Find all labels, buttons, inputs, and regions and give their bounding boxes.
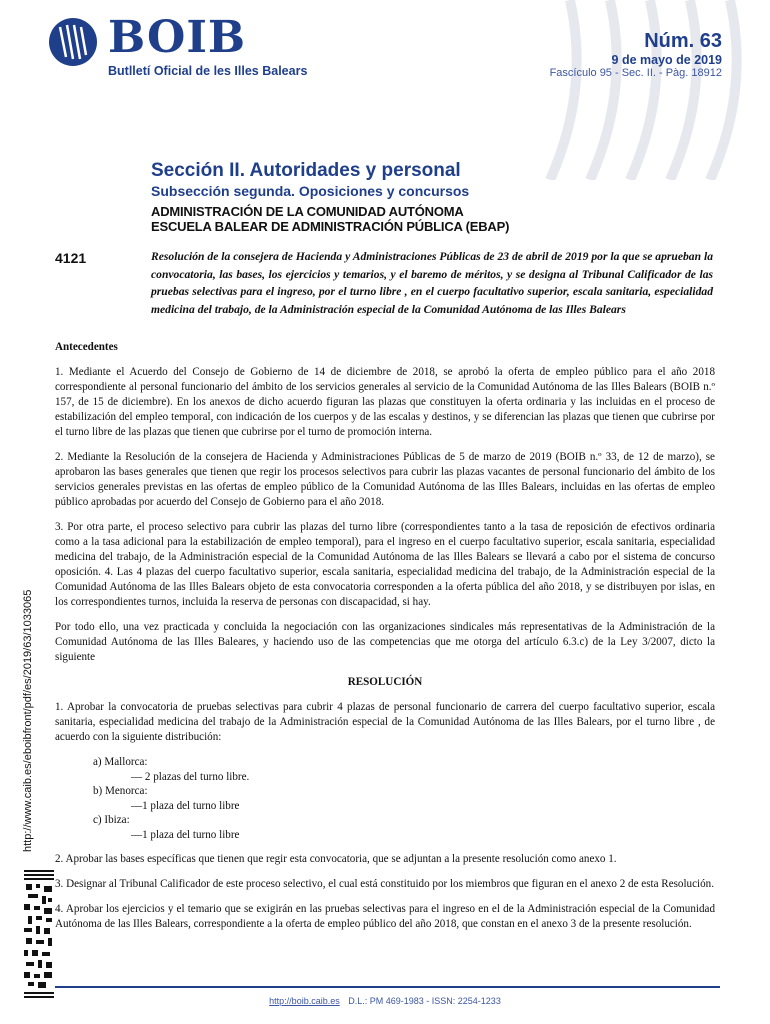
distribution-menorca-value: —1 plaza del turno libre	[131, 799, 240, 812]
boib-emblem-icon	[48, 17, 98, 67]
organization-line-1: ADMINISTRACIÓN DE LA COMUNIDAD AUTÓNOMA	[151, 204, 464, 219]
subsection-title: Subsección segunda. Oposiciones y concursos	[151, 183, 470, 199]
resolution-item-3: 3. Designar al Tribunal Calificador de este proceso selectivo, el cual está constituido por los miembros que figuran en el anexo 2 de esta Resolución.	[55, 878, 714, 890]
fascicle-info: Fascículo 95 - Sec. II. - Pàg. 18912	[549, 67, 722, 79]
section-title: Sección II. Autoridades y personal	[151, 160, 461, 181]
footer	[0, 996, 770, 1006]
document-body	[55, 340, 715, 942]
side-document-url[interactable]: http://www.caib.es/eboibfront/pdf/es/2019/63/1033065	[22, 589, 34, 852]
distribution-list	[93, 755, 715, 842]
antecedentes-heading: Antecedentes	[55, 341, 118, 353]
distribution-menorca: b) Menorca:	[93, 785, 148, 797]
issue-date: 9 de mayo de 2019	[611, 53, 722, 67]
issue-number: Núm. 63	[644, 30, 722, 52]
document-title: Resolución de la consejera de Hacienda y Administraciones Públicas de 23 de abril de 2019 por la que se aprueban la convocatoria, las bases, los ejercicios y temarios, y el baremo de méritos, y se designa al Tribunal Calificador de las pruebas selectivas para el ingreso, por el turno libre , en el cuerpo facultativo superior, escala sanitaria, especialidad medicina del trabajo, de la Administración especial de la Comunidad Autónoma de las Illes Balears	[151, 250, 713, 316]
resolution-item-2: 2. Aprobar las bases específicas que tienen que regir esta convocatoria, que se adjuntan a la presente resolución como anexo 1.	[55, 853, 617, 865]
document-number: 4121	[55, 250, 87, 266]
brand-subtitle: Butlletí Oficial de les Illes Balears	[108, 64, 308, 78]
footer-legal: D.L.: PM 469-1983 - ISSN: 2254-1233	[348, 996, 501, 1006]
paragraph-1: 1. Mediante el Acuerdo del Consejo de Gobierno de 14 de diciembre de 2018, se aprobó la oferta de empleo público para el año 2018 correspondiente al personal funcionario del ámbito de los servicios generales al servicio de la Comunidad Autónoma de las Illes Balears (BOIB n.º 157, de 15 de diciembre). En los anexos de dicho acuerdo figuran las plazas que constituyen la oferta ordinaria y las incluidas en el proceso de estabilización del empleo temporal, con indicación de los cuerpos y de las escalas y destinos, y se diferencian las plazas que tienen que cubrirse por el turno libre de las plazas que tienen que cubrirse por el turno de promoción interna.	[55, 366, 715, 438]
distribution-ibiza-value: —1 plaza del turno libre	[131, 828, 240, 841]
qr-code-icon	[24, 870, 54, 1000]
footer-link[interactable]: http://boib.caib.es	[269, 996, 340, 1006]
distribution-mallorca: a) Mallorca:	[93, 756, 148, 768]
resolution-item-1: 1. Aprobar la convocatoria de pruebas selectivas para cubrir 4 plazas de personal funcionario de carrera del cuerpo facultativo superior, escala sanitaria, especialidad medicina del trabajo de la Administración especial de la Comunidad Autónoma de las Illes Balears, por el turno libre , de acuerdo con la siguiente distribución:	[55, 701, 715, 743]
watermark-emblem	[530, 0, 770, 180]
footer-divider	[55, 986, 720, 988]
distribution-mallorca-value: — 2 plazas del turno libre.	[131, 770, 250, 783]
organization-line-2: ESCUELA BALEAR DE ADMINISTRACIÓN PÚBLICA (EBAP)	[151, 219, 510, 234]
resolution-item-4: 4. Aprobar los ejercicios y el temario que se exigirán en las pruebas selectivas para el ingreso en el de la Administración especial de la Comunidad Autónoma de las Illes Balears, correspondiente a la oferta de empleo público del año 2018, que constan en el anexo 3 de la presente resolución.	[55, 903, 715, 930]
distribution-ibiza: c) Ibiza:	[93, 814, 130, 826]
paragraph-3: 3. Por otra parte, el proceso selectivo para cubrir las plazas del turno libre (correspondientes tanto a la tasa de reposición de efectivos ordinaria como a la tasa adicional para la estabilización de empleo temporal), para el ingreso en el cuerpo facultativo superior, escala sanitaria, especialidad medicina del trabajo, de la Administración especial de la Comunidad Autónoma de las Illes Balears se llevará a cabo por el sistema de concurso oposición. 4. Las 4 plazas del cuerpo facultativo superior, escala sanitaria, especialidad medicina del trabajo, de la Administración especial de la Comunidad Autónoma de las Illes Balears objeto de esta convocatoria corresponden a la oferta pública del año 2018, y se distribuyen por islas, en los correspondientes turnos, incluida la reserva de personas con discapacidad, si hay.	[55, 521, 715, 608]
brand-title: BOIB	[108, 12, 247, 63]
paragraph-4: Por todo ello, una vez practicada y concluida la negociación con las organizaciones sindicales más representativas de la Administración de la Comunidad Autónoma de las Illes Baleares, y haciendo uso de las competencias que me otorga del artículo 6.3.c) de la Ley 3/2007, dicto la siguiente	[55, 621, 715, 663]
paragraph-2: 2. Mediante la Resolución de la consejera de Hacienda y Administraciones Públicas de 5 de marzo de 2019 (BOIB n.º 33, de 12 de marzo), se aprobaron las bases generales que tienen que regir los procesos selectivos para cubrir las plazas vacantes de personal funcionario del ámbito de los servicios generales previstas en las ofertas de empleo público de la Comunidad Autónoma de las Illes Balears, incluidas en las ofertas de empleo público aprobadas por acuerdo del Consejo de Gobierno para el año 2018.	[55, 451, 715, 508]
resolucion-heading: RESOLUCIÓN	[347, 676, 423, 688]
